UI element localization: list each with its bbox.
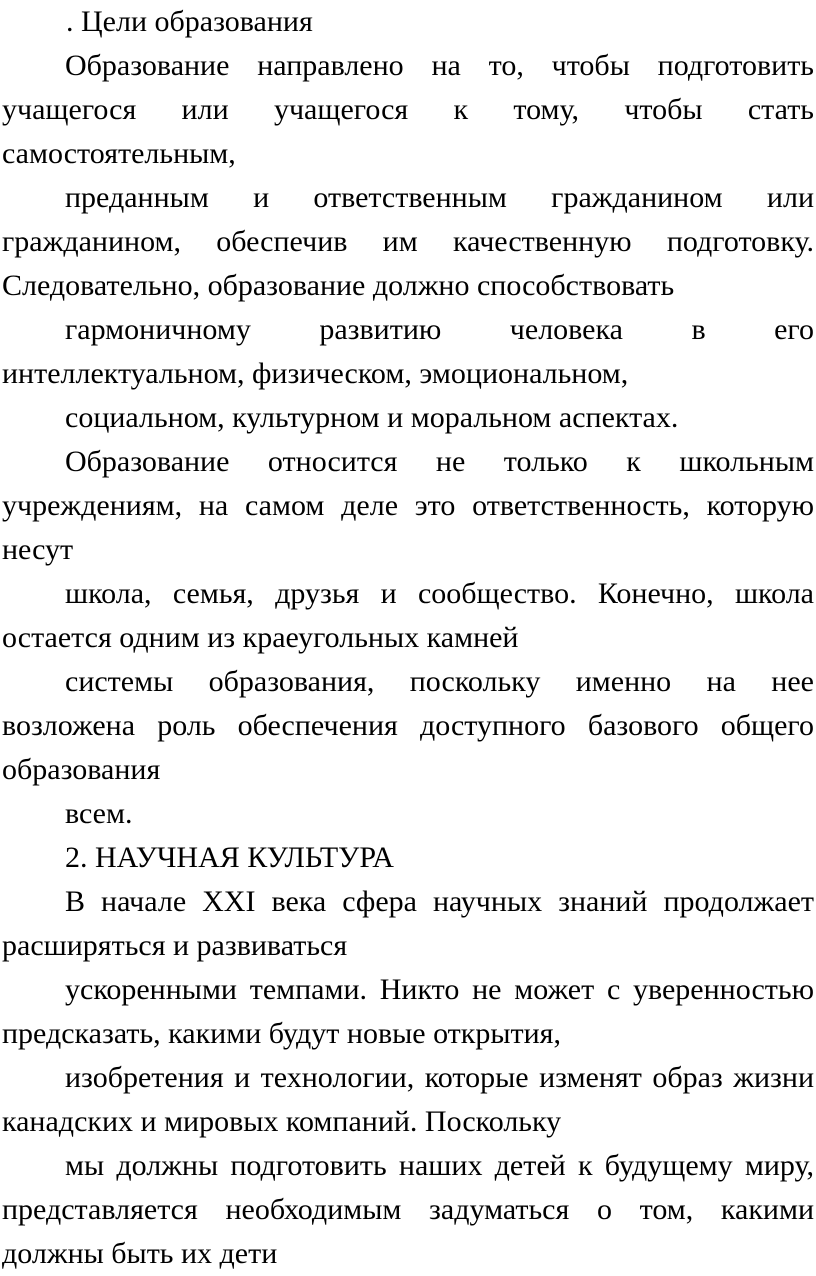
- section-paragraph: ускоренными темпами. Никто не может с уверенностью предсказать, какими будут новые открытия,: [2, 973, 814, 1050]
- paragraph: школа, семья, друзья и сообщество. Конечно, школа остается одним из краеугольных камней: [2, 577, 814, 654]
- paragraph: преданным и ответственным гражданином или гражданином, обеспечив им качественную подготовку. Следовательно, образование должно способствовать: [2, 181, 814, 302]
- paragraph: Образование направлено на то, чтобы подготовить учащегося или учащегося к тому, чтобы стать самостоятельным,: [2, 49, 814, 170]
- section-paragraph: мы должны подготовить наших детей к будущему миру, представляется необходимым задуматься о том, какими должны быть их дети: [2, 1149, 814, 1270]
- document-title: . Цели образования: [66, 5, 313, 38]
- paragraph: всем.: [65, 797, 133, 830]
- section-paragraph: В начале XXI века сфера научных знаний продолжает расширяться и развиваться: [2, 885, 814, 962]
- paragraph: Образование относится не только к школьным учреждениям, на самом деле это ответственность, которую несут: [2, 445, 814, 566]
- section-paragraph: изобретения и технологии, которые изменят образ жизни канадских и мировых компаний. Поскольку: [2, 1061, 814, 1138]
- section-heading: 2. НАУЧНАЯ КУЛЬТУРА: [65, 841, 394, 874]
- paragraph: социальном, культурном и моральном аспектах.: [65, 401, 679, 434]
- paragraph: гармоничному развитию человека в его интеллектуальном, физическом, эмоциональном,: [2, 313, 814, 390]
- paragraph: системы образования, поскольку именно на нее возложена роль обеспечения доступного базового общего образования: [2, 665, 814, 786]
